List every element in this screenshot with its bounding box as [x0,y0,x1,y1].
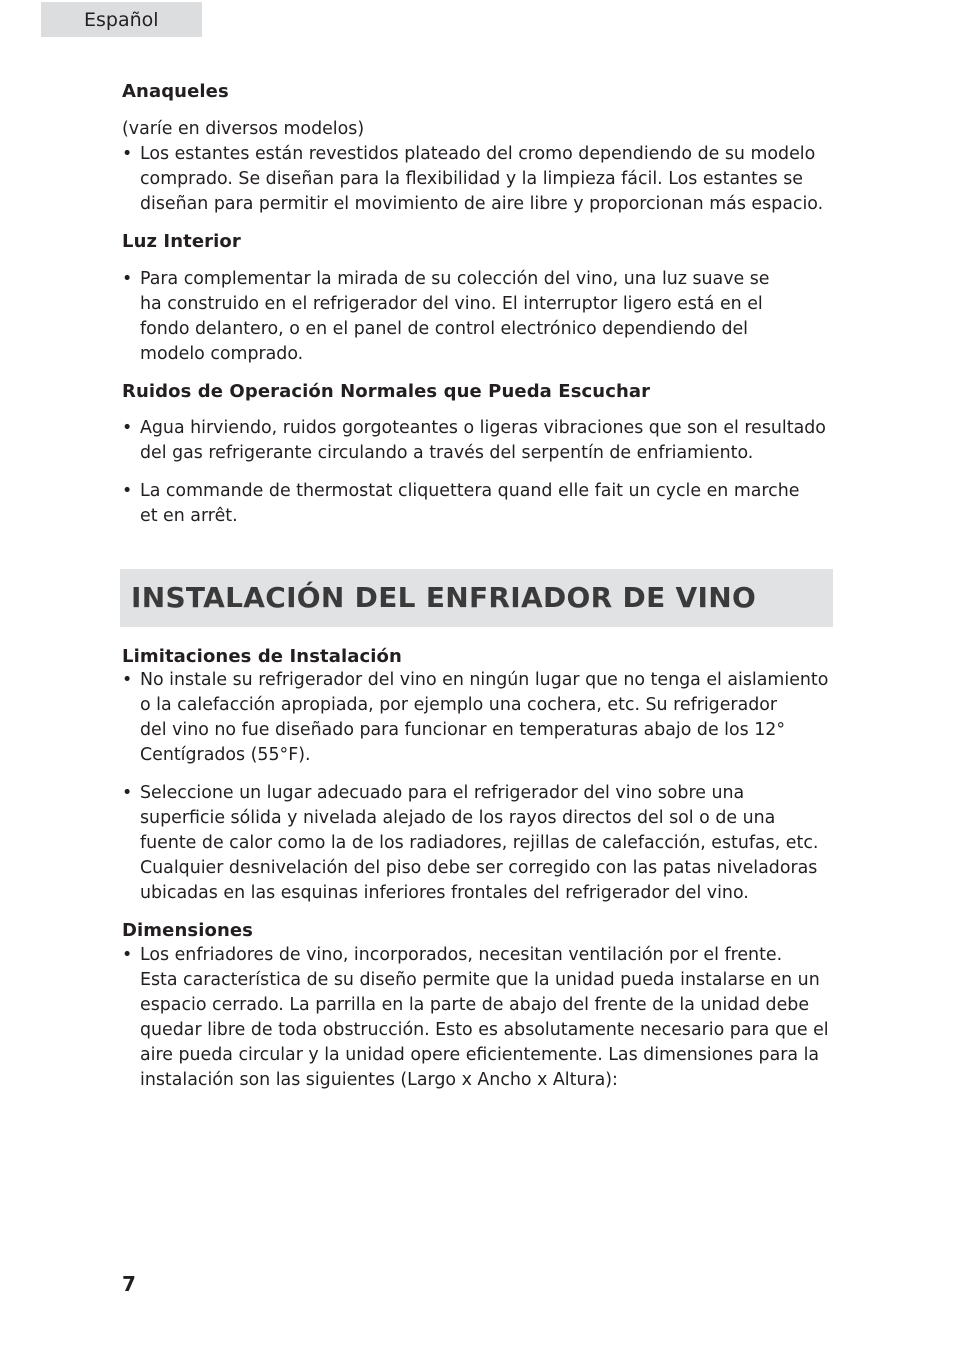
bullet-line: fuente de calor como la de los radiadores, rejillas de calefacción, estufas, etc. [140,833,819,853]
language-tab: Español [41,2,202,37]
bullet-marker: • [122,783,133,803]
bullet-line: comprado. Se diseñan para la flexibilidad y la limpieza fácil. Los estantes se [140,169,803,189]
bullet-marker: • [122,418,133,438]
bullet-line: espacio cerrado. La parrilla en la parte de abajo del frente de la unidad debe [140,995,810,1015]
bullet-line: Centígrados (55°F). [140,745,311,765]
limitaciones-bullet-1 [122,668,842,768]
bullet-line: et en arrêt. [140,506,238,526]
bullet-line: diseñan para permitir el movimiento de aire libre y proporcionan más espacio. [140,194,824,214]
bullet-line: La commande de thermostat cliquettera quand elle fait un cycle en marche [140,481,800,501]
bullet-line: o la calefacción apropiada, por ejemplo una cochera, etc. Su refrigerador [140,695,778,715]
bullet-line: Agua hirviendo, ruidos gorgoteantes o ligeras vibraciones que son el resultado [140,418,826,438]
bullet-line: quedar libre de toda obstrucción. Esto es absolutamente necesario para que el [140,1020,829,1040]
heading-anaqueles: Anaqueles [122,81,229,102]
bullet-line: instalación son las siguientes (Largo x Ancho x Altura): [140,1070,618,1090]
luz-bullet [122,267,842,367]
bullet-line: No instale su refrigerador del vino en ningún lugar que no tenga el aislamiento [140,670,829,690]
section-title: INSTALACIÓN DEL ENFRIADOR DE VINO [131,581,757,614]
bullet-marker: • [122,481,133,501]
bullet-marker: • [122,144,133,164]
dimensiones-bullet [122,943,842,1093]
page-number: 7 [122,1272,136,1296]
bullet-line: Los enfriadores de vino, incorporados, necesitan ventilación por el frente. [140,945,783,965]
bullet-line: modelo comprado. [140,344,304,364]
heading-luz-interior: Luz Interior [122,231,241,252]
bullet-line: fondo delantero, o en el panel de control electrónico dependiendo del [140,319,749,339]
bullet-line: Para complementar la mirada de su colección del vino, una luz suave se [140,269,770,289]
bullet-line: del vino no fue diseñado para funcionar en temperaturas abajo de los 12° [140,720,786,740]
anaqueles-bullet [122,142,842,217]
anaqueles-note: (varíe en diversos modelos) [122,119,365,139]
bullet-line: del gas refrigerante circulando a través del serpentín de enfriamiento. [140,443,754,463]
heading-ruidos: Ruidos de Operación Normales que Pueda Escuchar [122,381,651,402]
bullet-line: superficie sólida y nivelada alejado de los rayos directos del sol o de una [140,808,776,828]
bullet-line: Los estantes están revestidos plateado del cromo dependiendo de su modelo [140,144,816,164]
heading-dimensiones: Dimensiones [122,920,253,941]
ruidos-bullet-1 [122,416,842,466]
bullet-line: ubicadas en las esquinas inferiores frontales del refrigerador del vino. [140,883,749,903]
heading-limitaciones: Limitaciones de Instalación [122,646,402,667]
bullet-marker: • [122,269,133,289]
bullet-line: Seleccione un lugar adecuado para el refrigerador del vino sobre una [140,783,745,803]
bullet-line: Esta característica de su diseño permite que la unidad pueda instalarse en un [140,970,820,990]
section-band [120,569,833,627]
bullet-line: aire pueda circular y la unidad opere eficientemente. Las dimensiones para la [140,1045,820,1065]
limitaciones-bullet-2 [122,781,842,906]
bullet-marker: • [122,670,133,690]
ruidos-bullet-2 [122,479,842,529]
bullet-line: Cualquier desnivelación del piso debe ser corregido con las patas niveladoras [140,858,818,878]
bullet-line: ha construido en el refrigerador del vino. El interruptor ligero está en el [140,294,763,314]
bullet-marker: • [122,945,133,965]
